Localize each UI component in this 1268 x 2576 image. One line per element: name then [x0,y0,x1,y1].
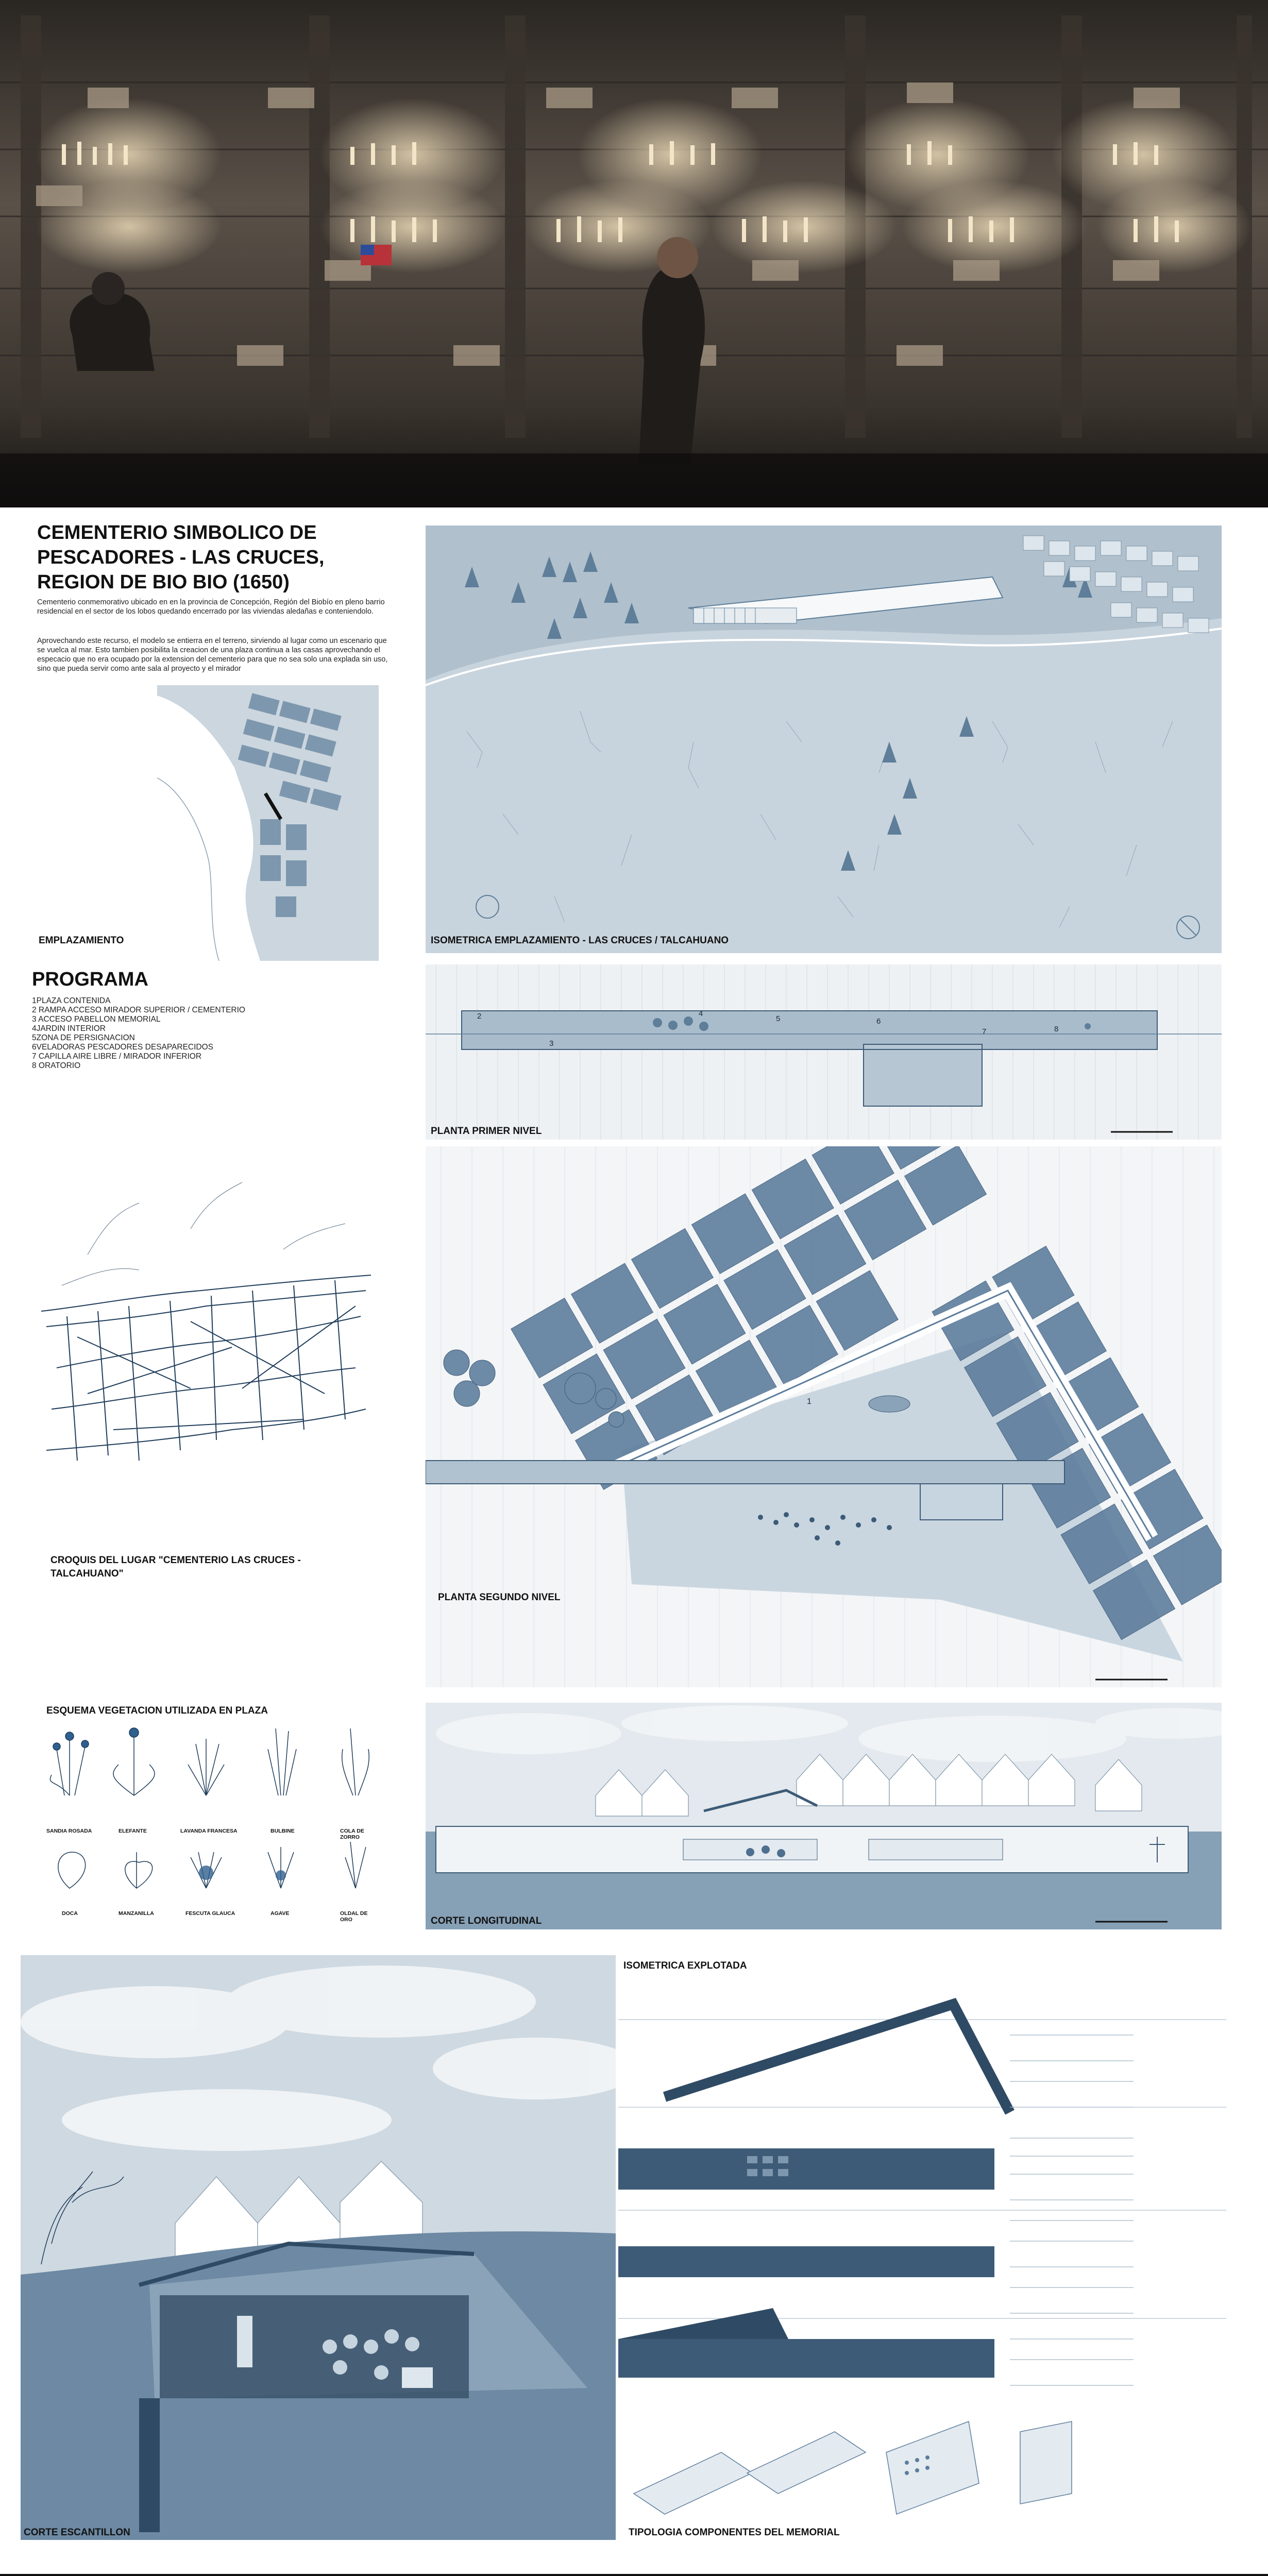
emplazamiento-map [157,685,379,961]
plants-row1-labels [41,1828,381,1838]
page-title: CEMENTERIO SIMBOLICO DE PESCADORES - LAS CRUCES, REGION DE BIO BIO (1650) [37,522,325,593]
programa-item: 5ZONA DE PERSIGNACION [32,1033,135,1042]
programa-item: 3 ACCESO PABELLON MEMORIAL [32,1015,161,1024]
corte-escantillon-drawing [21,1955,616,2540]
croquis-sketch [36,1151,376,1533]
plant-label: DOCA [62,1910,78,1917]
programa-item: 1PLAZA CONTENIDA [32,996,111,1005]
croquis-label-line2: TALCAHUANO" [50,1568,124,1579]
programa-item: 7 CAPILLA AIRE LIBRE / MIRADOR INFERIOR [32,1052,202,1061]
plant-label: BULBINE [270,1828,295,1834]
plan-number: 3 [549,1039,554,1048]
plan-number: 8 [1054,1025,1059,1033]
corte-longitudinal-label: CORTE LONGITUDINAL [431,1916,542,1926]
footer-bar [0,2574,1268,2576]
isometrica-explotada-drawing [618,1978,1226,2524]
plan-number: 4 [699,1009,703,1018]
plant-label: COLA DE ZORRO [340,1828,364,1840]
planta-primer-nivel-label: PLANTA PRIMER NIVEL [431,1126,542,1137]
isometric-site-drawing [426,526,1222,953]
croquis-label-line1: CROQUIS DEL LUGAR "CEMENTERIO LAS CRUCES - [50,1555,301,1566]
hero-render-image [0,0,1268,507]
programa-item: 2 RAMPA ACCESO MIRADOR SUPERIOR / CEMENTERIO [32,1006,245,1014]
plant-label: LAVANDA FRANCESA [180,1828,238,1834]
programa-item: 6VELADORAS PESCADORES DESAPARECIDOS [32,1043,214,1052]
plants-row2-labels [41,1910,381,1921]
isometric-site-label: ISOMETRICA EMPLAZAMIENTO - LAS CRUCES / TALCAHUANO [431,935,729,946]
corte-escantillon-label: CORTE ESCANTILLON [24,2527,130,2538]
plan-number: 6 [876,1017,881,1026]
programa-item: 8 ORATORIO [32,1061,81,1070]
programa-title: PROGRAMA [32,969,148,990]
esquema-vegetacion-title: ESQUEMA VEGETACION UTILIZADA EN PLAZA [46,1705,268,1716]
plan-number: 5 [776,1014,781,1023]
plant-label: OLDAL DE ORO [340,1910,368,1923]
plan-number: 2 [477,1012,482,1021]
planta-segundo-nivel-label: PLANTA SEGUNDO NIVEL [438,1592,561,1603]
plant-label: FESCUTA GLAUCA [185,1910,235,1917]
tipologia-label: TIPOLOGIA COMPONENTES DEL MEMORIAL [629,2527,840,2538]
programa-list [32,996,320,1071]
plant-label: ELEFANTE [119,1828,147,1834]
concept-paragraph: Aprovechando este recurso, el modelo se entierra en el terreno, sirviendo al lugar como un escenario que se vuelca al mar. Esto tambien posibilita la creacion de una plaza continua a las casas aprovechando el especacio que no era ocupado por la extension del cementerio para que no sea solo una explada sin uso, sino que pueda servir como ante sala al proyecto y el mirador [37,637,388,673]
plan-number: 7 [982,1027,987,1036]
isometrica-explotada-label: ISOMETRICA EXPLOTADA [623,1960,747,1971]
programa-item: 4JARDIN INTERIOR [32,1024,106,1033]
corte-longitudinal-drawing [426,1703,1222,1929]
emplazamiento-label: EMPLAZAMIENTO [39,935,124,946]
planta-segundo-nivel-drawing [426,1146,1222,1687]
intro-paragraph: Cementerio conmemorativo ubicado en en la provincia de Concepción, Región del Biobío en pleno barrio residencial en el sector de los lobos quedando encerrado por las viviendas aledañas e conteniendolo. [37,598,385,616]
plant-label: MANZANILLA [119,1910,154,1917]
plant-illustrations [41,1718,381,1924]
plant-label: AGAVE [270,1910,290,1917]
plan-number: 1 [807,1397,811,1406]
planta-primer-nivel-drawing [426,964,1222,1140]
plant-label: SANDIA ROSADA [46,1828,92,1834]
